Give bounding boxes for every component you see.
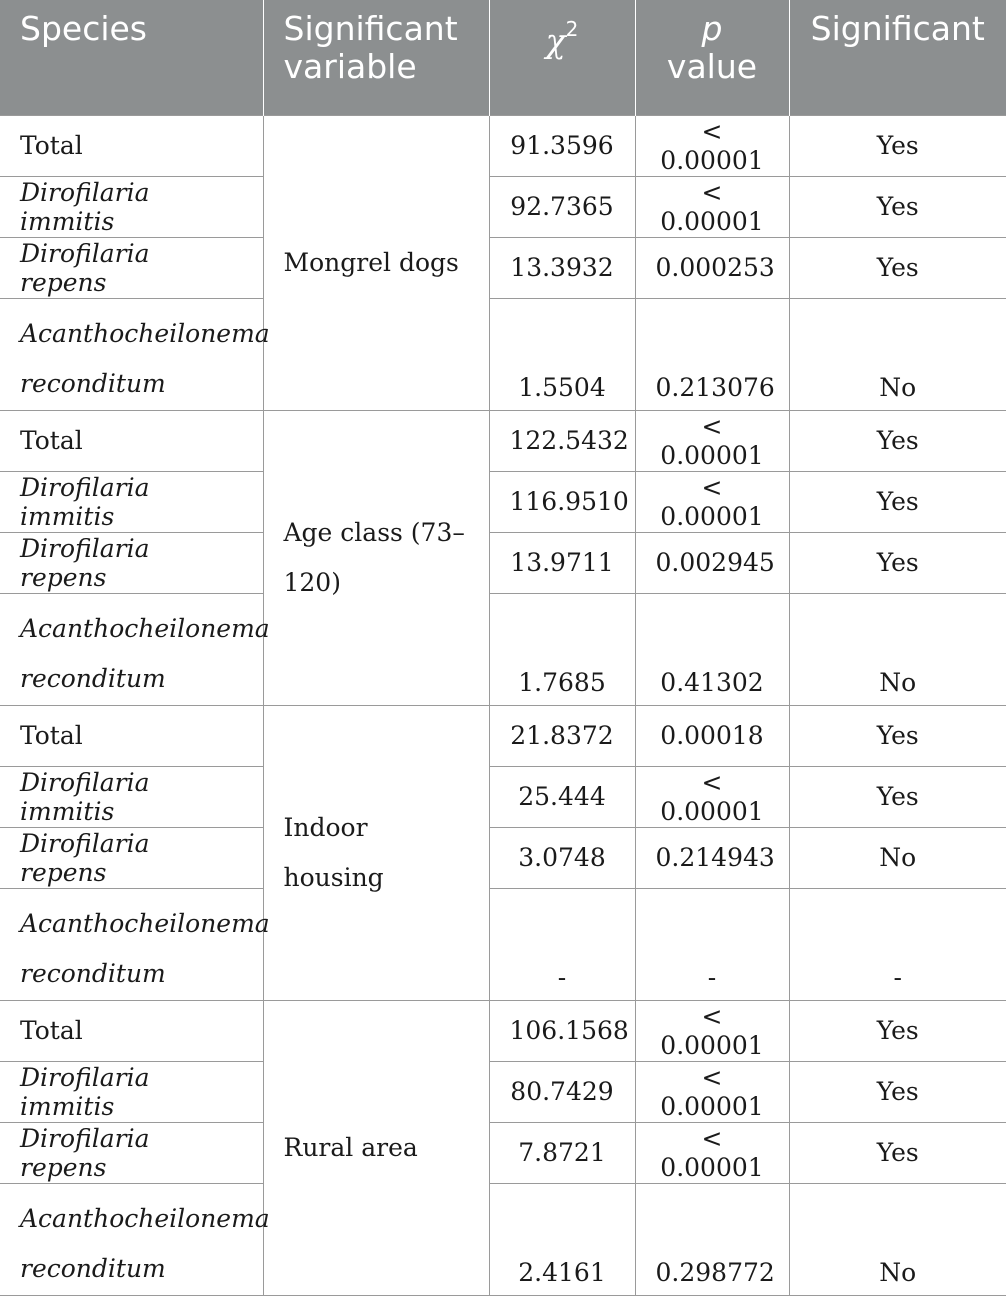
table-row — [0, 1061, 1006, 1122]
significant-cell: No — [789, 298, 1006, 410]
significant-cell: Yes — [789, 1122, 1006, 1183]
p-cell: < 0.00001 — [635, 176, 789, 237]
significant-cell: Yes — [789, 1061, 1006, 1122]
p-cell: - — [635, 888, 789, 1000]
chi2-cell: 13.3932 — [489, 237, 635, 298]
table-row — [0, 766, 1006, 827]
species-cell: Total — [0, 705, 263, 766]
variable-cell — [263, 410, 489, 705]
p-cell: < 0.00001 — [635, 766, 789, 827]
header-significant-variable: Significant variable — [263, 0, 489, 115]
table-row — [0, 237, 1006, 298]
table-row — [0, 471, 1006, 532]
species-cell: Dirofilaria repens — [0, 237, 263, 298]
species-cell — [0, 1183, 270, 1295]
table-row — [0, 532, 1006, 593]
p-cell: 0.41302 — [635, 593, 789, 705]
species-cell — [0, 888, 270, 1000]
species-cell: Dirofilaria repens — [0, 532, 263, 593]
p-cell: < 0.00001 — [635, 471, 789, 532]
significant-cell: Yes — [789, 705, 1006, 766]
chi2-cell: 3.0748 — [489, 827, 635, 888]
p-value-label: value — [666, 47, 758, 86]
species-cell: Dirofilaria immitis — [0, 1061, 263, 1122]
significant-cell: No — [789, 593, 1006, 705]
significant-cell: Yes — [789, 410, 1006, 471]
table-row — [0, 176, 1006, 237]
chi2-cell: 1.5504 — [489, 298, 635, 410]
table-row — [0, 1183, 1006, 1295]
species-line-1: Acanthocheilonema — [20, 1203, 270, 1233]
species-cell: Total — [0, 410, 263, 471]
significant-cell: Yes — [789, 237, 1006, 298]
table-row — [0, 410, 1006, 471]
chi2-cell: 122.5432 — [489, 410, 635, 471]
chi2-cell: 116.9510 — [489, 471, 635, 532]
species-cell — [0, 298, 270, 410]
significant-cell: No — [789, 1183, 1006, 1295]
significant-cell: Yes — [789, 176, 1006, 237]
chi2-cell: 13.9711 — [489, 532, 635, 593]
significant-cell: Yes — [789, 1000, 1006, 1061]
significant-cell: Yes — [789, 471, 1006, 532]
p-cell: < 0.00001 — [635, 115, 789, 176]
variable-line-2: 120) — [283, 567, 341, 597]
chi2-cell: 2.4161 — [489, 1183, 635, 1295]
chi2-cell: 92.7365 — [489, 176, 635, 237]
variable-cell: Indoor housing — [263, 705, 489, 1000]
variable-cell: Mongrel dogs — [263, 115, 489, 410]
species-cell: Dirofilaria immitis — [0, 471, 263, 532]
species-cell: Dirofilaria repens — [0, 827, 263, 888]
significant-cell: Yes — [789, 115, 1006, 176]
header-p-value — [635, 0, 789, 115]
species-cell: Dirofilaria repens — [0, 1122, 263, 1183]
species-line-2: reconditum — [20, 663, 166, 693]
species-cell: Total — [0, 115, 263, 176]
significant-cell: - — [789, 888, 1006, 1000]
chi2-cell: 91.3596 — [489, 115, 635, 176]
significant-cell: Yes — [789, 766, 1006, 827]
variable-line-1: Age class (73– — [283, 517, 465, 547]
significant-cell: Yes — [789, 532, 1006, 593]
chi-superscript: 2 — [565, 17, 579, 41]
chi2-cell: 106.1568 — [489, 1000, 635, 1061]
species-line-1: Acanthocheilonema — [20, 318, 270, 348]
p-cell: < 0.00001 — [635, 1122, 789, 1183]
table-row — [0, 1000, 1006, 1061]
species-line-1: Acanthocheilonema — [20, 613, 270, 643]
header-row — [0, 0, 1006, 115]
table-row — [0, 115, 1006, 176]
chi2-cell: 80.7429 — [489, 1061, 635, 1122]
header-species: Species — [0, 0, 263, 115]
p-italic: p — [701, 9, 723, 48]
species-cell: Dirofilaria immitis — [0, 176, 263, 237]
table-row — [0, 705, 1006, 766]
species-line-2: reconditum — [20, 958, 166, 988]
table-row — [0, 888, 1006, 1000]
p-cell: 0.002945 — [635, 532, 789, 593]
chi2-cell: 21.8372 — [489, 705, 635, 766]
table-row — [0, 1122, 1006, 1183]
p-cell: < 0.00001 — [635, 410, 789, 471]
table-row — [0, 827, 1006, 888]
p-cell: < 0.00001 — [635, 1061, 789, 1122]
species-cell: Total — [0, 1000, 263, 1061]
variable-cell: Rural area — [263, 1000, 489, 1295]
chi2-cell: 1.7685 — [489, 593, 635, 705]
species-cell: Dirofilaria immitis — [0, 766, 263, 827]
species-cell — [0, 593, 270, 705]
chi2-cell: - — [489, 888, 635, 1000]
p-cell: 0.298772 — [635, 1183, 789, 1295]
p-cell: < 0.00001 — [635, 1000, 789, 1061]
chi2-cell: 7.8721 — [489, 1122, 635, 1183]
table-row — [0, 593, 1006, 705]
chi2-cell: 25.444 — [489, 766, 635, 827]
header-significant: Significant — [789, 0, 1006, 115]
header-chi-square — [489, 0, 635, 115]
p-cell: 0.000253 — [635, 237, 789, 298]
species-line-1: Acanthocheilonema — [20, 908, 270, 938]
table-row — [0, 298, 1006, 410]
p-cell: 0.214943 — [635, 827, 789, 888]
p-cell: 0.213076 — [635, 298, 789, 410]
species-line-2: reconditum — [20, 1253, 166, 1283]
significant-cell: No — [789, 827, 1006, 888]
chi-symbol: χ — [545, 21, 566, 60]
species-line-2: reconditum — [20, 368, 166, 398]
p-cell: 0.00018 — [635, 705, 789, 766]
